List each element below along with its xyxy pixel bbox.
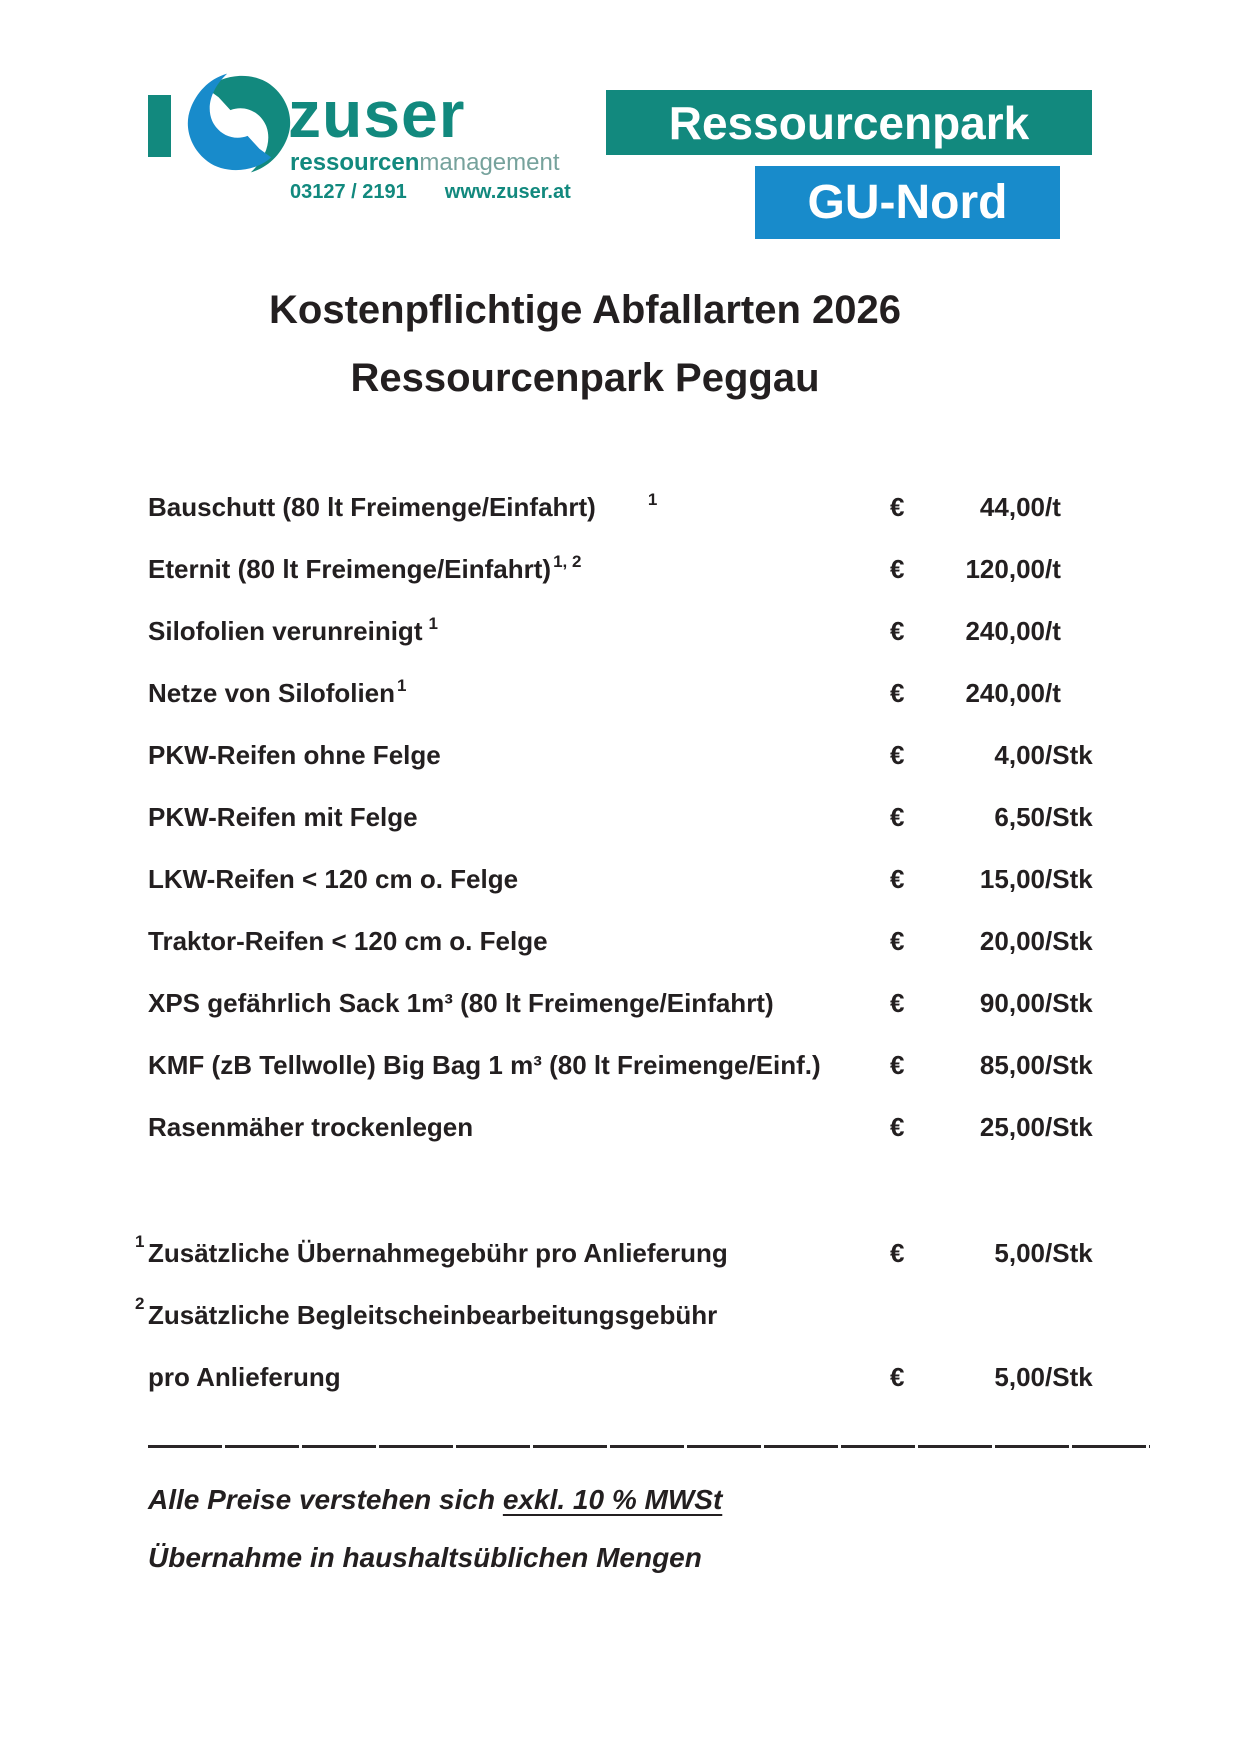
item-unit: /t: [1045, 491, 1061, 522]
currency-symbol: €: [890, 801, 905, 832]
page-title-line2: Ressourcenpark Peggau: [350, 356, 820, 400]
logo-bar-shape: [148, 95, 171, 157]
footnote-label: Zusätzliche Übernahmegebühr pro Anlieferung: [148, 1237, 728, 1268]
footnote-unit: /Stk: [1045, 1237, 1093, 1268]
price-row: [148, 910, 1188, 972]
item-unit: /Stk: [1045, 1111, 1093, 1142]
currency-symbol: €: [890, 553, 905, 584]
footnote-marker: 2: [135, 1294, 145, 1313]
brand-subtitle-light: management: [419, 149, 560, 176]
currency-symbol: €: [890, 615, 905, 646]
item-amount: 4,00: [994, 739, 1045, 770]
footnote-marker: 1: [647, 489, 658, 509]
brand-contact: [290, 181, 571, 204]
currency-symbol: €: [890, 677, 905, 708]
item-label: Rasenmäher trockenlegen: [148, 1111, 474, 1142]
price-row: [148, 1096, 1188, 1158]
note-quantities: Übernahme in haushaltsüblichen Mengen: [148, 1542, 702, 1573]
item-label: Netze von Silofolien: [148, 677, 396, 708]
footnote-amount: 5,00: [994, 1361, 1045, 1392]
price-row: [148, 724, 1188, 786]
page-title: [0, 276, 1170, 412]
price-row: [148, 600, 1188, 662]
currency-symbol: €: [890, 1111, 905, 1142]
footnote-marker: 1: [135, 1232, 145, 1251]
currency-symbol: €: [890, 491, 905, 522]
footnote-marker: 1: [397, 675, 407, 695]
note-vat: Alle Preise verstehen sich exkl. 10 % MWSt: [148, 1484, 723, 1515]
item-label: Bauschutt (80 lt Freimenge/Einfahrt): [148, 491, 596, 522]
currency-symbol: €: [890, 1361, 905, 1392]
footnote-marker: 1, 2: [553, 551, 582, 571]
item-amount: 85,00: [979, 1049, 1045, 1080]
item-amount: 20,00: [979, 925, 1045, 956]
item-unit: /Stk: [1045, 925, 1093, 956]
currency-symbol: €: [890, 925, 905, 956]
item-amount: 6,50: [994, 801, 1045, 832]
currency-symbol: €: [890, 1237, 905, 1268]
price-row: [148, 848, 1188, 910]
item-unit: /t: [1045, 677, 1061, 708]
brand-subtitle-bold: ressourcen: [290, 149, 420, 176]
currency-symbol: €: [890, 863, 905, 894]
item-unit: /Stk: [1045, 739, 1093, 770]
item-unit: /t: [1045, 553, 1061, 584]
item-label: Eternit (80 lt Freimenge/Einfahrt): [148, 553, 552, 584]
item-label: XPS gefährlich Sack 1m³ (80 lt Freimenge/Einfahrt): [148, 987, 774, 1018]
price-row: [148, 476, 1188, 538]
item-unit: /Stk: [1045, 987, 1093, 1018]
footnote-row: [135, 1284, 1188, 1346]
price-row: [148, 662, 1188, 724]
item-label: PKW-Reifen ohne Felge: [148, 739, 441, 770]
item-label: PKW-Reifen mit Felge: [148, 801, 418, 832]
item-label: LKW-Reifen < 120 cm o. Felge: [148, 863, 519, 894]
currency-symbol: €: [890, 987, 905, 1018]
banner-ressourcenpark: Ressourcenpark: [606, 90, 1092, 155]
brand-subtitle: [290, 150, 560, 176]
footnote-marker: 1: [428, 613, 438, 633]
banner-gu-nord: GU-Nord: [755, 166, 1060, 239]
footnote-row: [135, 1222, 1188, 1284]
footnote-row: [135, 1346, 1188, 1408]
item-unit: /Stk: [1045, 801, 1093, 832]
footnote-label: pro Anlieferung: [148, 1361, 341, 1392]
item-amount: 240,00: [965, 615, 1045, 646]
item-unit: /Stk: [1045, 863, 1093, 894]
price-row: [148, 1034, 1188, 1096]
item-label: Silofolien verunreinigt: [148, 615, 423, 646]
price-row: [148, 538, 1188, 600]
item-label: KMF (zB Tellwolle) Big Bag 1 m³ (80 lt Freimenge/Einf.): [148, 1049, 821, 1080]
currency-symbol: €: [890, 1049, 905, 1080]
website-link: www.zuser.at: [444, 181, 571, 203]
item-amount: 44,00: [979, 491, 1045, 522]
brand-wordmark: zuser: [288, 77, 466, 151]
item-unit: /Stk: [1045, 1049, 1093, 1080]
currency-symbol: €: [890, 739, 905, 770]
divider-line: [148, 1445, 1150, 1448]
footnote-amount: 5,00: [994, 1237, 1045, 1268]
price-row: [148, 786, 1188, 848]
note-vat-underlined: exkl. 10 % MWSt: [502, 1484, 723, 1515]
price-row: [148, 972, 1188, 1034]
item-amount: 15,00: [979, 863, 1045, 894]
footnotes: [135, 1222, 1188, 1408]
item-amount: 120,00: [965, 553, 1045, 584]
footnote-label: Zusätzliche Begleitscheinbearbeitungsgebühr: [148, 1299, 718, 1330]
item-label: Traktor-Reifen < 120 cm o. Felge: [148, 925, 548, 956]
item-amount: 25,00: [979, 1111, 1045, 1142]
page-title-line1: Kostenpflichtige Abfallarten 2026: [269, 288, 901, 332]
price-list: [148, 476, 1188, 1158]
item-amount: 90,00: [979, 987, 1045, 1018]
zuser-logo-icon: [180, 68, 298, 178]
phone-number: 03127 / 2191: [290, 181, 407, 203]
item-unit: /t: [1045, 615, 1061, 646]
footnote-unit: /Stk: [1045, 1361, 1093, 1392]
item-amount: 240,00: [965, 677, 1045, 708]
